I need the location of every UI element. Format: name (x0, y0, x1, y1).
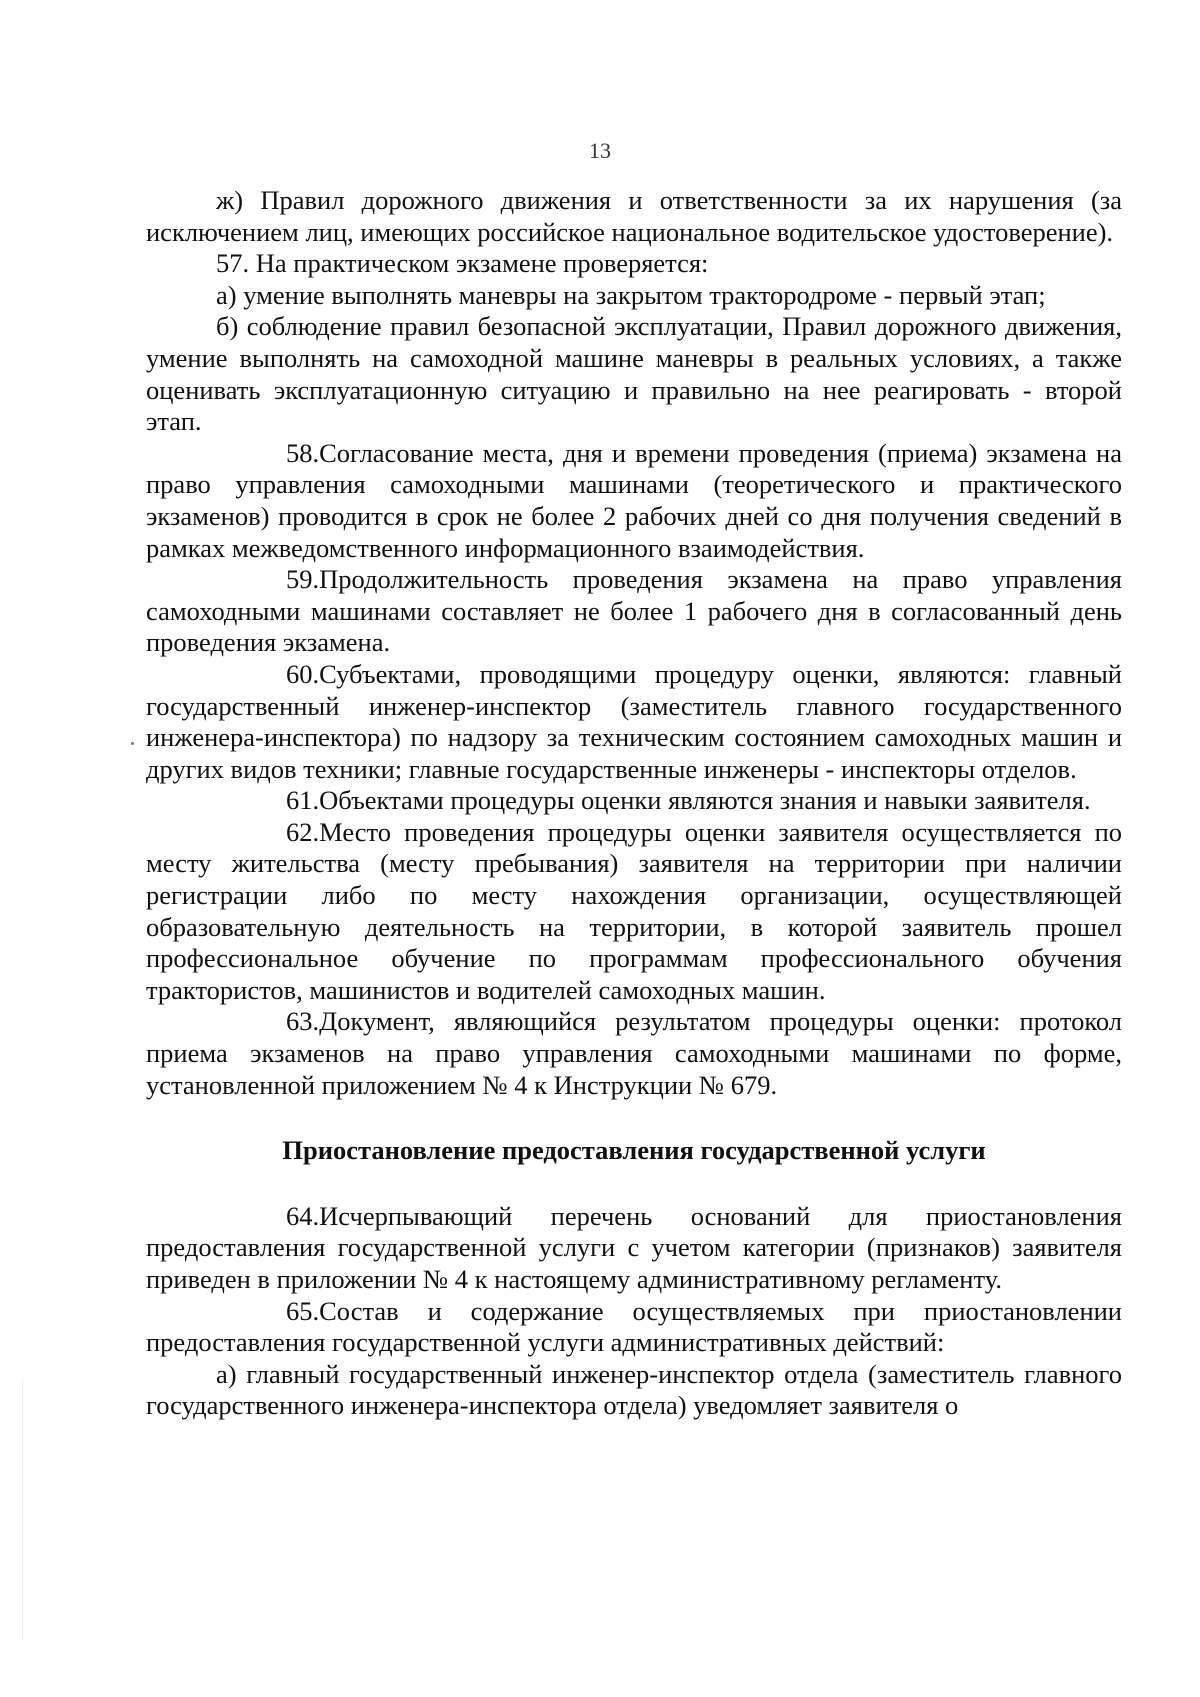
section-heading: Приостановление предоставления государственной услуги (282, 1135, 986, 1166)
paragraph-61 (146, 785, 1122, 817)
scan-edge-line (22, 1380, 23, 1640)
document-body (146, 185, 1122, 1422)
scan-speck (131, 742, 134, 745)
paragraph-58 (146, 438, 1122, 564)
paragraph-number: 64. (286, 1200, 320, 1231)
paragraph-text: Место проведения процедуры оценки заявителя осуществляется по месту жительства (месту пребывания) заявителя на территории при наличии регистрации либо по месту нахождения организации, осуществляющей образовательную деятельность на территории, в которой заявитель прошел профессиональное обучение по программам профессионального обучения трактористов, машинистов и водителей самоходных машин. (146, 816, 1122, 1005)
paragraph-text: Объектами процедуры оценки являются знания и навыки заявителя. (319, 785, 1091, 816)
paragraph-number: 58. (286, 437, 320, 468)
paragraph-number: 60. (286, 658, 320, 689)
paragraph-64 (146, 1201, 1122, 1296)
paragraph-57-a: а) умение выполнять маневры на закрытом трактородроме - первый этап; (216, 279, 1046, 310)
paragraph-57-b: б) соблюдение правил безопасной эксплуатации, Правил дорожного движения, умение выполнять на самоходной машине маневры в реальных условиях, а также оценивать эксплуатационную ситуацию и правильно на нее реагировать - второй этап. (146, 311, 1122, 437)
page-number: 13 (589, 138, 611, 163)
paragraph-text: Субъектами, проводящими процедуру оценки, являются: главный государственный инженер-инспектор (заместитель главного государственного инженера-инспектора) по надзору за техническим состоянием самоходных машин и других видов техники; главные государственные инженеры - инспекторы отделов. (146, 658, 1122, 784)
paragraph-number: 65. (286, 1295, 320, 1326)
paragraph-number: 59. (286, 564, 320, 595)
paragraph-text: Исчерпывающий перечень оснований для приостановления предоставления государственной услуги с учетом категории (признаков) заявителя приведен в приложении № 4 к настоящему административному регламенту. (146, 1200, 1122, 1294)
paragraph-number: 62. (286, 816, 320, 847)
paragraph-65 (146, 1296, 1122, 1359)
paragraph-62 (146, 817, 1122, 1007)
paragraph-text: Продолжительность проведения экзамена на право управления самоходными машинами составляет не более 1 рабочего дня в согласованный день проведения экзамена. (146, 564, 1122, 658)
paragraph-number: 61. (286, 785, 320, 816)
paragraph-59 (146, 564, 1122, 659)
paragraph-text: Документ, являющийся результатом процедуры оценки: протокол приема экзаменов на право управления самоходными машинами по форме, установленной приложением № 4 к Инструкции № 679. (146, 1006, 1122, 1100)
paragraph-65-a: а) главный государственный инженер-инспектор отдела (заместитель главного государственного инженера-инспектора отдела) уведомляет заявителя о (146, 1358, 1122, 1421)
paragraph-text: Состав и содержание осуществляемых при приостановлении предоставления государственной услуги административных действий: (146, 1295, 1122, 1358)
paragraph-number: 63. (286, 1006, 320, 1037)
paragraph-text: Согласование места, дня и времени проведения (приема) экзамена на право управления самоходными машинами (теоретического и практического экзаменов) проводится в срок не более 2 рабочих дней со дня получения сведений в рамках межведомственного информационного взаимодействия. (146, 437, 1122, 563)
paragraph-zh-rules: ж) Правил дорожного движения и ответственности за их нарушения (за исключением лиц, имеющих российское национальное водительское удостоверение). (146, 185, 1122, 247)
paragraph-63 (146, 1006, 1122, 1101)
paragraph-57: 57. На практическом экзамене проверяется: (216, 248, 709, 279)
paragraph-60 (146, 659, 1122, 785)
